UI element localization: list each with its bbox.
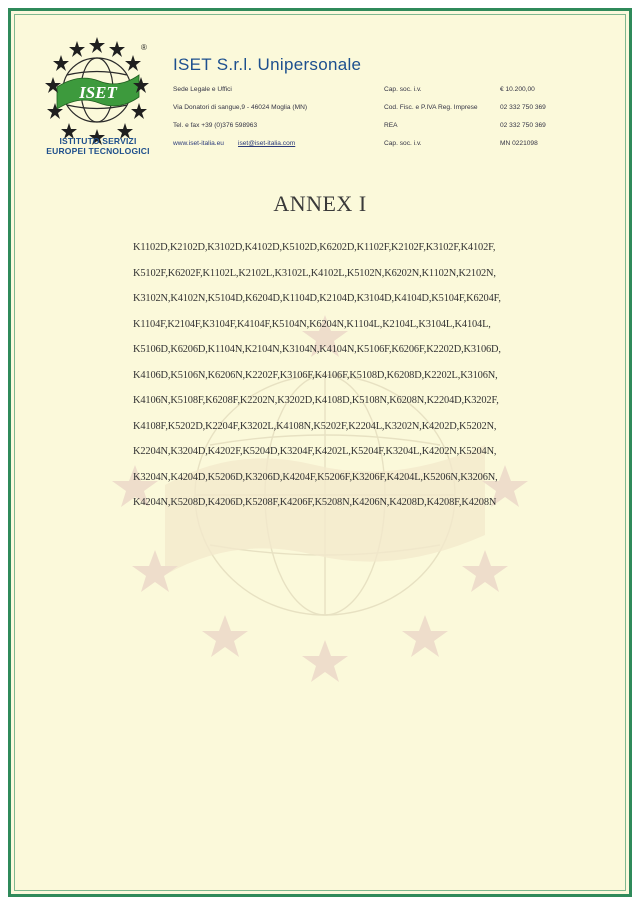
product-code-list <box>133 241 563 522</box>
header-website-link[interactable]: www.iset-italia.eu <box>173 140 224 147</box>
code-line: K4108F,K5202D,K2204F,K3202L,K4108N,K5202F,K2204L,K3202N,K4202D,K5202N, <box>133 420 497 432</box>
code-line: K1104F,K2104F,K3104F,K4104F,K5104N,K6204N,K1104L,K2104L,K3104L,K4104L, <box>133 318 491 330</box>
code-line: K2204N,K3204D,K4202F,K5204D,K3204F,K4202L,K5204F,K3204L,K4202N,K5204N, <box>133 446 497 457</box>
logo-caption-line1: ISTITUTO SERVIZI <box>59 136 137 146</box>
header-office-label: Sede Legale e Uffici <box>173 86 232 93</box>
inner-border <box>14 14 626 891</box>
header-label-capital: Cap. soc. i.v. <box>384 86 422 93</box>
code-line: K4106N,K5108F,K6208F,K2202N,K3202D,K4108D,K5108N,K6208N,K2204D,K3202F, <box>133 395 499 406</box>
header-value-rea: 02 332 750 369 <box>500 122 546 129</box>
header-email-link[interactable]: iset@iset-italia.com <box>238 140 296 147</box>
code-line: K4106D,K5106N,K6206N,K2202F,K3106F,K4106F,K5108D,K6208D,K2202L,K3106N, <box>133 369 498 381</box>
code-line: K5102F,K6202F,K1102L,K2102L,K3102L,K4102L,K5102N,K6202N,K1102N,K2102N, <box>133 267 496 279</box>
code-line: K5106D,K6206D,K1104N,K2104N,K3104N,K4104N,K5106F,K6206F,K2202D,K3106D, <box>133 344 501 355</box>
code-line: K3102N,K4102N,K5104D,K6204D,K1104D,K2104D,K3104D,K4104D,K5104F,K6204F, <box>133 293 501 304</box>
header-value-capital: € 10.200,00 <box>500 86 535 93</box>
outer-border <box>8 8 632 897</box>
header-label-tax-code: Cod. Fisc. e P.IVA Reg. Imprese <box>384 104 478 111</box>
logo-caption <box>37 136 159 156</box>
code-line: K3204N,K4204D,K5206D,K3206D,K4204F,K5206F,K3206F,K4204L,K5206N,K3206N, <box>133 471 498 483</box>
svg-text:ISET: ISET <box>79 83 117 102</box>
logo-caption-line2: EUROPEI TECNOLOGICI <box>46 146 150 156</box>
company-name: ISET S.r.l. Unipersonale <box>173 55 362 74</box>
header-phone: Tel. e fax +39 (0)376 598963 <box>173 122 258 129</box>
header-value-mn: MN 0221098 <box>500 140 538 147</box>
annex-title: ANNEX I <box>273 191 367 216</box>
svg-text:®: ® <box>141 43 147 52</box>
header-label-capital-2: Cap. soc. i.v. <box>384 140 422 147</box>
header-label-rea: REA <box>384 122 398 129</box>
code-line: K4204N,K5208D,K4206D,K5208F,K4206F,K5208N,K4206N,K4208D,K4208F,K4208N <box>133 497 497 508</box>
header-value-tax-code: 02 332 750 369 <box>500 104 546 111</box>
header-address: Via Donatori di sangue,9 - 46024 Moglia (MN) <box>173 104 308 111</box>
code-line: K1102D,K2102D,K3102D,K4102D,K5102D,K6202D,K1102F,K2102F,K3102F,K4102F, <box>133 242 496 253</box>
